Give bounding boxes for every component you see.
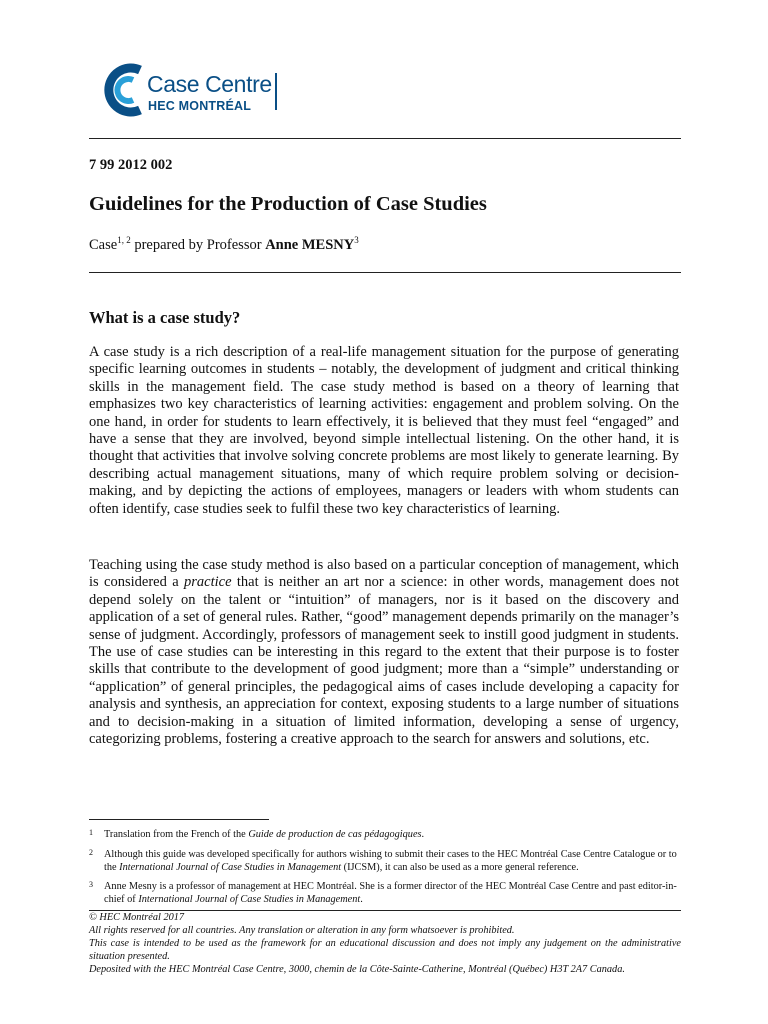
paragraph-1: A case study is a rich description of a real-life management situation for the purpose of generating specific learning outcomes in students – notably, the development of judgment and critical thinking skills in the management field. The case study method is based on a theory of learning that emphasizes two key characteristics of learning activities: engagement and problem solving. On the one hand, in order for students to learn effectively, it is believed that they must feel “engaged” and have a sense that they are involved, beyond simple intellectual listening. On the other hand, it is thought that activities that involve solving concrete problems are most likely to generate learning. By describing actual management situations, many of which require problem solving or decision- making, and by depicting the actions of employees, managers or leaders with whom students can often identify, case studies seek to fulfil these two key characteristics of learning. xyxy=(89,344,679,517)
rights-line: All rights reserved for all countries. Any translation or alteration in any form whatsoever is prohibited. xyxy=(89,924,515,936)
section-heading: What is a case study? xyxy=(89,308,241,327)
case-centre-c-logo-icon xyxy=(100,62,146,118)
paragraph-2-italic: practice xyxy=(184,574,232,591)
title-rule xyxy=(89,272,681,273)
footnote-rule xyxy=(89,819,269,820)
footnote-text: Translation from the French of the Guide de production de cas pédagogiques. xyxy=(104,829,425,840)
paragraph-2-part-a: Teaching using the case study method is also based on a particular conception of management, which is considered a xyxy=(89,557,679,591)
author-name: Anne MESNY xyxy=(265,237,355,253)
byline-prefix: Case xyxy=(89,237,118,253)
deposit-line: Deposited with the HEC Montréal Case Centre, 3000, chemin de la Côte-Sainte-Catherine, Montréal (Québec) H3T 2A7 Canada. xyxy=(89,963,625,975)
header-rule xyxy=(89,138,681,139)
footnote-text: Although this guide was developed specifically for authors wishing to submit their cases to the HEC Montréal Case Centre Catalogue or to the International Journal of Case Studies in Management (IJCSM), it can also be used as a more general reference. xyxy=(104,849,677,873)
document-code: 7 99 2012 002 xyxy=(89,157,173,173)
byline-mid: prepared by Professor xyxy=(130,237,266,253)
footnote-3 xyxy=(89,880,681,906)
footnote-1 xyxy=(89,828,681,841)
footnote-number: 1 xyxy=(89,828,93,837)
footnote-number: 3 xyxy=(89,880,93,889)
footnote-ref-1-2[interactable]: 1, 2 xyxy=(117,235,131,245)
footnote-ref-3[interactable]: 3 xyxy=(354,235,359,245)
footnote-number: 2 xyxy=(89,848,93,857)
paragraph-2-part-b: that is neither an art nor a science: in other words, management does not depend solely on the talent or “intuition” of managers, nor is it based on the discovery and application of a set of general rules. Rather, “good” management depends primarily on the manager’s sense of judgment. Accordingly, professors of management seek to instill good judgment in students. The use of case studies can be interesting in this regard to the extent that their purpose is to foster skills that contribute to the development of good judgment; more than a “simple” understanding or “application” of general principles, the pedagogical aims of cases include developing a capacity for analysis and synthesis, an appreciation for context, exposing students to a large number of situations and to decision-making in a situation of limited information, developing a sense of urgency, categorizing problems, fostering a creative approach to the search for answers and solutions, etc. xyxy=(89,574,679,748)
copyright-line: © HEC Montréal 2017 xyxy=(89,912,185,923)
usage-line: This case is intended to be used as the framework for an educational discussion and does not imply any judgement on the administrative situation presented. xyxy=(89,937,681,962)
case-centre-logo xyxy=(100,62,300,118)
document-title: Guidelines for the Production of Case Studies xyxy=(89,193,487,215)
logo-subtitle: HEC MONTRÉAL xyxy=(148,99,252,113)
footnote-2 xyxy=(89,848,681,874)
copyright-rule xyxy=(89,910,681,911)
byline xyxy=(89,235,359,254)
paragraph-2 xyxy=(89,557,679,748)
footnote-text: Anne Mesny is a professor of management at HEC Montréal. She is a former director of the HEC Montréal Case Centre and past editor-in-chief of International Journal of Case Studies in Management. xyxy=(104,881,677,905)
logo-divider xyxy=(275,73,277,110)
logo-title: Case Centre xyxy=(147,71,272,97)
copyright-block xyxy=(89,912,681,977)
